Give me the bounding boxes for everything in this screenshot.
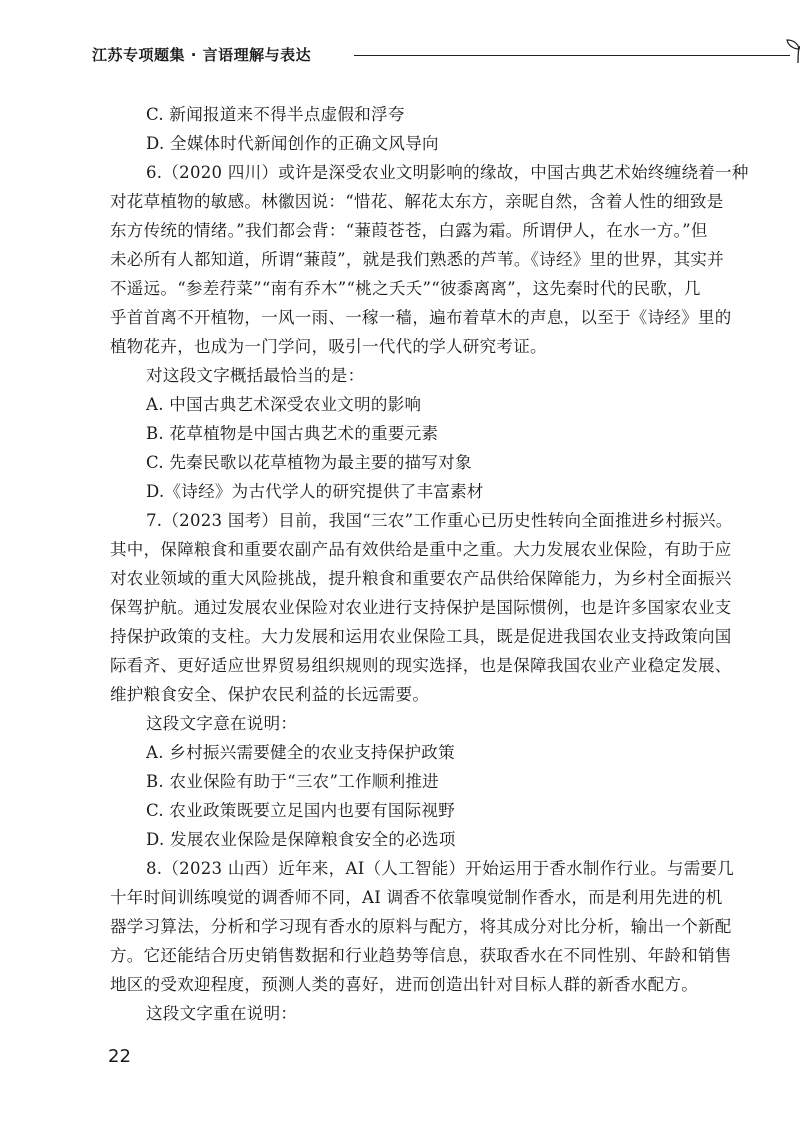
answer-option: D. 发展农业保险是保障粮食安全的必选项 [146, 830, 456, 849]
text-line: 6.（2020 四川）或许是深受农业文明影响的缘故，中国古典艺术始终缠绕着一种 [146, 163, 749, 182]
text-line: 未必所有人都知道，所谓“蒹葭”，就是我们熟悉的芦苇。《诗经》里的世界，其实并 [110, 250, 725, 269]
text-line: 7.（2023 国考）目前，我国“三农”工作重心已历史性转向全面推进乡村振兴。 [146, 511, 733, 530]
answer-option: A. 中国古典艺术深受农业文明的影响 [146, 395, 422, 414]
answer-option: D.《诗经》为古代学人的研究提供了丰富素材 [146, 482, 484, 501]
text-line: 器学习算法，分析和学习现有香水的原料与配方，将其成分对比分析，输出一个新配 [110, 917, 732, 936]
text-line: 十年时间训练嗅觉的调香师不同，AI 调香不依靠嗅觉制作香水，而是利用先进的机 [110, 888, 723, 907]
text-line: 对这段文字概括最恰当的是： [146, 366, 365, 385]
header-rule [354, 55, 790, 56]
answer-option: B. 花草植物是中国古典艺术的重要元素 [146, 424, 439, 443]
text-line: 不遥远。“参差荇菜”“南有乔木”“桃之夭夭”“彼黍离离”，这先秦时代的民歌，几 [110, 279, 701, 298]
answer-option: D. 全媒体时代新闻创作的正确文风导向 [146, 134, 439, 153]
answer-option: A. 乡村振兴需要健全的农业支持保护政策 [146, 743, 455, 762]
book-title: 江苏专项题集 · 言语理解与表达 [92, 46, 312, 64]
text-line: 8.（2023 山西）近年来，AI（人工智能）开始运用于香水制作行业。与需要几 [146, 859, 735, 878]
text-line: 地区的受欢迎程度，预测人类的喜好，进而创造出针对目标人群的新香水配方。 [110, 975, 698, 994]
text-line: 持保护政策的支柱。大力发展和运用农业保险工具，既是促进我国农业支持政策向国 [110, 627, 732, 646]
answer-option: C. 先秦民歌以花草植物为最主要的描写对象 [146, 453, 472, 472]
running-header [92, 38, 732, 68]
page-number: 22 [108, 1046, 131, 1067]
text-line: 方。它还能结合历史销售数据和行业趋势等信息，获取香水在不同性别、年龄和销售 [110, 946, 732, 965]
answer-option: C. 农业政策既要立足国内也要有国际视野 [146, 801, 456, 820]
answer-option: C. 新闻报道来不得半点虚假和浮夸 [146, 105, 405, 124]
text-line: 植物花卉，也成为一门学问，吸引一代代的学人研究考证。 [110, 337, 547, 356]
text-line: 际看齐、更好适应世界贸易组织规则的现实选择，也是保障我国农业产业稳定发展、 [110, 656, 732, 675]
text-line: 这段文字重在说明： [146, 1004, 298, 1023]
page-body [110, 100, 749, 1028]
text-line: 乎首首离不开植物，一风一雨、一稼一穑，遍布着草木的声息，以至于《诗经》里的 [110, 308, 732, 327]
text-line: 对花草植物的敏感。林徽因说：“惜花、解花太东方，亲昵自然，含着人性的细致是 [110, 192, 724, 211]
sprout-icon [782, 38, 800, 64]
answer-option: B. 农业保险有助于“三农”工作顺利推进 [146, 772, 439, 791]
text-line: 东方传统的情绪。”我们都会背：“蒹葭苍苍，白露为霜。所谓伊人，在水一方。”但 [110, 221, 708, 240]
text-line: 其中，保障粮食和重要农副产品有效供给是重中之重。大力发展农业保险，有助于应 [110, 540, 732, 559]
text-line: 对农业领域的重大风险挑战，提升粮食和重要农产品供给保障能力，为乡村全面振兴 [110, 569, 732, 588]
text-line: 保驾护航。通过发展农业保险对农业进行支持保护是国际惯例，也是许多国家农业支 [110, 598, 732, 617]
text-line: 维护粮食安全、保护农民利益的长远需要。 [110, 685, 430, 704]
text-line: 这段文字意在说明： [146, 714, 298, 733]
